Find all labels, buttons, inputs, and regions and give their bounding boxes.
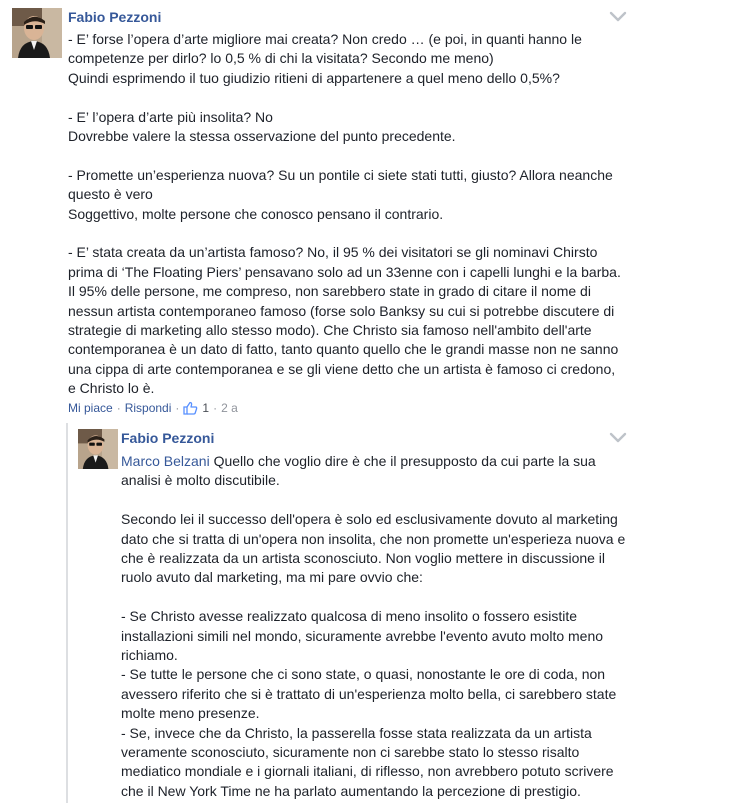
- like-link[interactable]: Mi piace: [68, 401, 113, 415]
- comment-text-line: questo è vero: [68, 186, 153, 203]
- paragraph-gap: [68, 146, 708, 165]
- paragraph-gap: [121, 491, 711, 510]
- reply-link[interactable]: Rispondi: [124, 401, 172, 415]
- reply-text-line: analisi è molto discutibile.: [121, 472, 280, 489]
- reply-text-line: mediatico mondiale e i giornali italiani, di riflesso, non avrebbero potuto scrivere: [121, 763, 614, 780]
- comment-body: [68, 30, 708, 399]
- reply-text-line: avessero riferito che si è trattato di un'esperienza molto bella, ci sarebbero state: [121, 685, 617, 702]
- reply-body: [121, 452, 711, 801]
- comment-text-line: Dovrebbe valere la stessa osservazione del punto precedente.: [68, 128, 456, 145]
- comment-text-line: Il 95% delle persone, me compreso, non sarebbero state in grado di citare il nome di: [68, 283, 591, 300]
- comment-text-line: una cippa di arte contemporanea e se gli viene detto che un artista è famoso ci credono,: [68, 360, 616, 377]
- comment-text-line: strategie di marketing allo stesso modo). Che Christo sia famoso nell'ambito dell'arte: [68, 322, 592, 339]
- comment-text-line: contemporanea è un dato di fatto, tanto quanto quello che le grandi masse non ne sanno: [68, 341, 619, 358]
- comment-text-line: competenze per dirlo? lo 0,5 % di chi la visitata? Secondo me meno): [68, 50, 494, 67]
- reply-text-line: - Se tutte le persone che ci sono state, o quasi, nonostante le ore di coda, non: [121, 666, 606, 683]
- chevron-down-icon[interactable]: [608, 10, 628, 24]
- comment-text-line: nessun artista contemporaneo famoso (forse solo Banksy su cui si potrebbe discutere di: [68, 302, 615, 319]
- comment-author[interactable]: Fabio Pezzoni: [68, 9, 162, 25]
- chevron-down-icon[interactable]: [608, 431, 628, 445]
- reply-text-line: richiamo.: [121, 647, 178, 664]
- comment-text-line: - Promette un’esperienza nuova? Su un pontile ci siete stati tutti, giusto? Allora neanche: [68, 166, 613, 183]
- reply-author[interactable]: Fabio Pezzoni: [121, 430, 215, 446]
- reply-thread-line: [66, 423, 68, 803]
- reply-avatar[interactable]: [78, 429, 118, 469]
- reply-text-line: Secondo lei il successo dell'opera è solo ed esclusivamente dovuto al marketing: [121, 511, 618, 528]
- reply-first-line-text: Quello che voglio dire è che il presupposto da cui parte la sua: [209, 453, 596, 469]
- reply-text-line: ruolo avuto dal marketing, ma mi pare ovvio che:: [121, 569, 423, 586]
- thumbs-up-icon[interactable]: [183, 401, 198, 415]
- comment-text-line: - E’ stata creata da un’artista famoso? No, il 95 % dei visitatori se gli nominavi Chirsto: [68, 244, 598, 261]
- reply-text-line: che il New York Time ne ha parlato aumentando la percezione di prestigio.: [121, 782, 581, 799]
- reply-text-line: - Se Christo avesse realizzato qualcosa di meno insolito o fossero esistite: [121, 608, 577, 625]
- separator: ·: [213, 401, 218, 415]
- separator: ·: [116, 401, 121, 415]
- reply-first-line: [121, 452, 711, 471]
- comment-text-line: Soggettivo, molte persone che conosco pensano il contrario.: [68, 205, 444, 222]
- reply-text-line: veramente sconosciuto, sicuramente non ci sarebbe stato lo stesso risalto: [121, 744, 580, 761]
- separator: ·: [175, 401, 180, 415]
- comment-text-line: - E’ l’opera d’arte più insolita? No: [68, 108, 273, 125]
- like-count[interactable]: 1: [202, 401, 210, 415]
- comment-text-line: prima di ‘The Floating Piers’ pensavano solo ad un 33enne con i capelli lunghi e la barba.: [68, 263, 621, 280]
- paragraph-gap: [68, 224, 708, 243]
- reply-text-line: dato che si tratta di un'opera non insolita, che non promette un'esperieza nuova e: [121, 530, 626, 547]
- comment-text-line: - E’ forse l’opera d’arte migliore mai creata? Non credo … (e poi, in quanti hanno le: [68, 31, 582, 47]
- paragraph-gap: [68, 88, 708, 107]
- avatar[interactable]: [12, 8, 62, 58]
- reply-text-line: che è realizzata da un artista sconosciuto. Non voglio mettere in discussione il: [121, 550, 606, 567]
- comment-text-line: Quindi esprimendo il tuo giudizio ritieni di appartenere a quel meno dello 0,5%?: [68, 69, 560, 86]
- comment-actions: [68, 401, 238, 415]
- mention-link[interactable]: Marco Belzani: [121, 453, 210, 469]
- reply-text-line: molte meno presenze.: [121, 705, 260, 722]
- paragraph-gap: [121, 588, 711, 607]
- comment-text-line: e Christo lo è.: [68, 380, 155, 397]
- reply-text-line: - Se, invece che da Christo, la passerella fosse stata realizzata da un artista: [121, 724, 592, 741]
- timestamp[interactable]: 2 a: [221, 401, 238, 415]
- reply-text-line: installazioni simili nel mondo, sicuramente avrebbe l'evento avuto molto meno: [121, 627, 604, 644]
